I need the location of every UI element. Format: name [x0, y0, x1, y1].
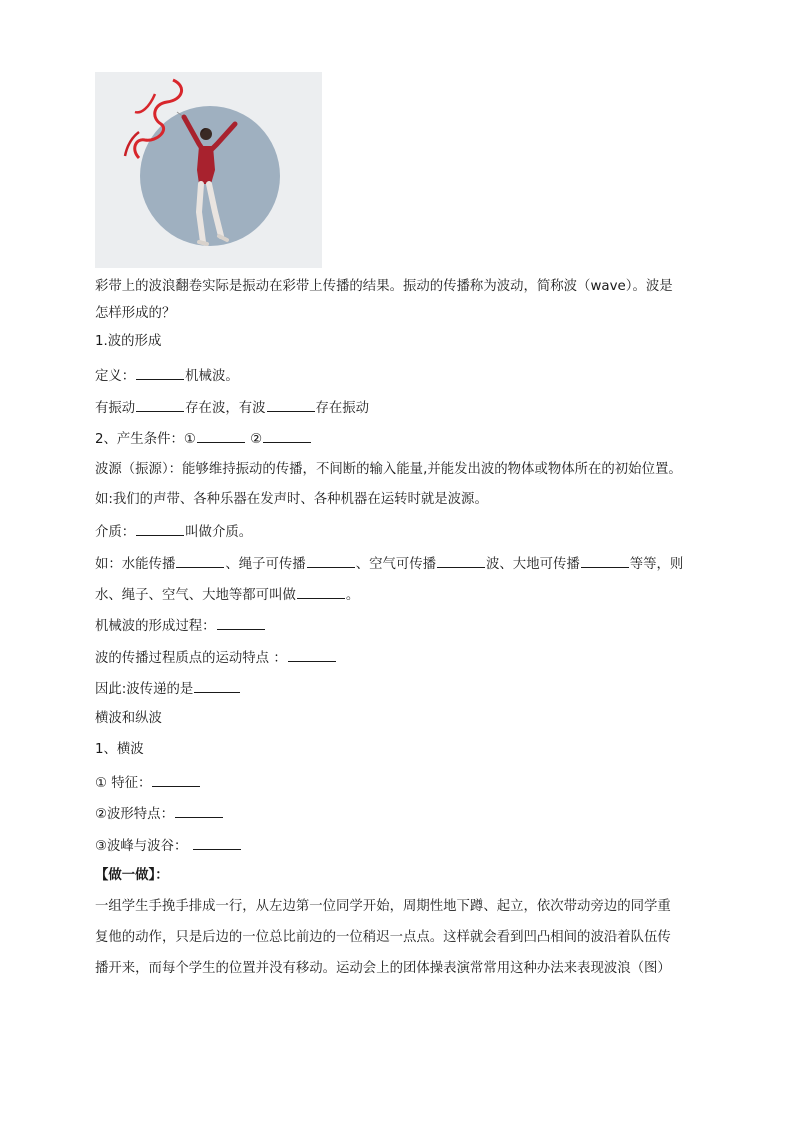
feature-label: 波的传播过程质点的运动特点 ： — [95, 651, 287, 666]
relation-text-1: 有振动 — [95, 401, 136, 416]
example-text-d: 波、大地可传播 — [486, 557, 580, 572]
therefore-label: 因此:波传递的是 — [95, 682, 194, 697]
item-waveform-line — [95, 803, 224, 825]
medium-prefix: 介质： — [95, 525, 136, 540]
fill-blank[interactable] — [437, 553, 485, 568]
item-crest-trough-line — [95, 835, 242, 857]
definition-line — [95, 365, 239, 387]
therefore-line — [95, 678, 241, 700]
ribbon-dancer-illustration — [95, 72, 322, 268]
example-text-a: 如：水能传播 — [95, 557, 176, 572]
medium-line — [95, 521, 252, 543]
example-line-1 — [95, 553, 683, 575]
fill-blank[interactable] — [217, 615, 265, 630]
fill-blank[interactable] — [136, 521, 184, 536]
source-line-2: 如:我们的声带、各种乐器在发声时、各种机器在运转时就是波源。 — [95, 492, 488, 507]
activity-line-3: 播开来，而每个学生的位置并没有移动。运动会上的团体操表演常常用这种办法来表现波浪（图） — [95, 961, 671, 976]
example-text-c: 、空气可传播 — [355, 557, 437, 572]
activity-line-2: 复他的动作，只是后边的一位总比前边的一位稍迟一点点。这样就会看到凹凸相间的波沿着队伍传 — [95, 930, 671, 945]
activity-title: 【做一做】： — [95, 868, 169, 883]
fill-blank[interactable] — [297, 584, 345, 599]
fill-blank[interactable] — [152, 772, 200, 787]
item-feature-label: ① 特征： — [95, 776, 152, 791]
fill-blank[interactable] — [136, 397, 184, 412]
fill-blank[interactable] — [307, 553, 355, 568]
fill-blank[interactable] — [197, 428, 245, 443]
example-text-e: 等等，则 — [629, 557, 684, 572]
fill-blank[interactable] — [193, 835, 241, 850]
section-title-wave-formation: 1.波的形成 — [95, 334, 162, 349]
process-line — [95, 615, 266, 637]
subsection-title-transverse: 1、横波 — [95, 742, 144, 757]
example-text-g: 。 — [345, 588, 360, 603]
conditions-line — [95, 428, 312, 450]
process-label: 机械波的形成过程： — [95, 619, 216, 634]
fill-blank[interactable] — [136, 365, 184, 380]
ribbon-dancer-icon — [95, 72, 322, 268]
fill-blank[interactable] — [175, 803, 223, 818]
fill-blank[interactable] — [194, 678, 240, 693]
example-text-f: 水、绳子、空气、大地等都可叫做 — [95, 588, 296, 603]
example-line-2 — [95, 584, 359, 606]
condition-2-marker: ② — [250, 432, 263, 447]
definition-prefix: 定义： — [95, 369, 136, 384]
intro-line-1: 彩带上的波浪翻卷实际是振动在彩带上传播的结果。振动的传播称为波动，简称波（wave）。波是 — [95, 279, 673, 294]
fill-blank[interactable] — [288, 647, 336, 662]
relation-text-2: 存在波，有波 — [185, 401, 266, 416]
fill-blank[interactable] — [267, 397, 315, 412]
definition-suffix: 机械波。 — [185, 369, 239, 384]
relation-text-3: 存在振动 — [315, 401, 370, 416]
fill-blank[interactable] — [581, 553, 629, 568]
item-waveform-label: ②波形特点： — [95, 807, 174, 822]
medium-suffix: 叫做介质。 — [185, 525, 253, 540]
feature-line — [95, 647, 337, 669]
condition-1-marker: ① — [183, 432, 196, 447]
intro-line-2: 怎样形成的？ — [95, 306, 176, 321]
source-line-1: 波源（振源）：能够维持振动的传播，不间断的输入能量,并能发出波的物体或物体所在的初始位置。 — [95, 462, 682, 477]
relation-line — [95, 397, 369, 419]
item-crest-trough-label: ③波峰与波谷： — [95, 839, 188, 854]
fill-blank[interactable] — [263, 428, 311, 443]
fill-blank[interactable] — [176, 553, 224, 568]
item-feature-line — [95, 772, 201, 794]
conditions-prefix: 2、产生条件： — [95, 432, 184, 447]
example-text-b: 、绳子可传播 — [225, 557, 306, 572]
activity-line-1: 一组学生手挽手排成一行，从左边第一位同学开始，周期性地下蹲、起立，依次带动旁边的同学重 — [95, 899, 671, 914]
section-title-transverse-longitudinal: 横波和纵波 — [95, 711, 162, 726]
